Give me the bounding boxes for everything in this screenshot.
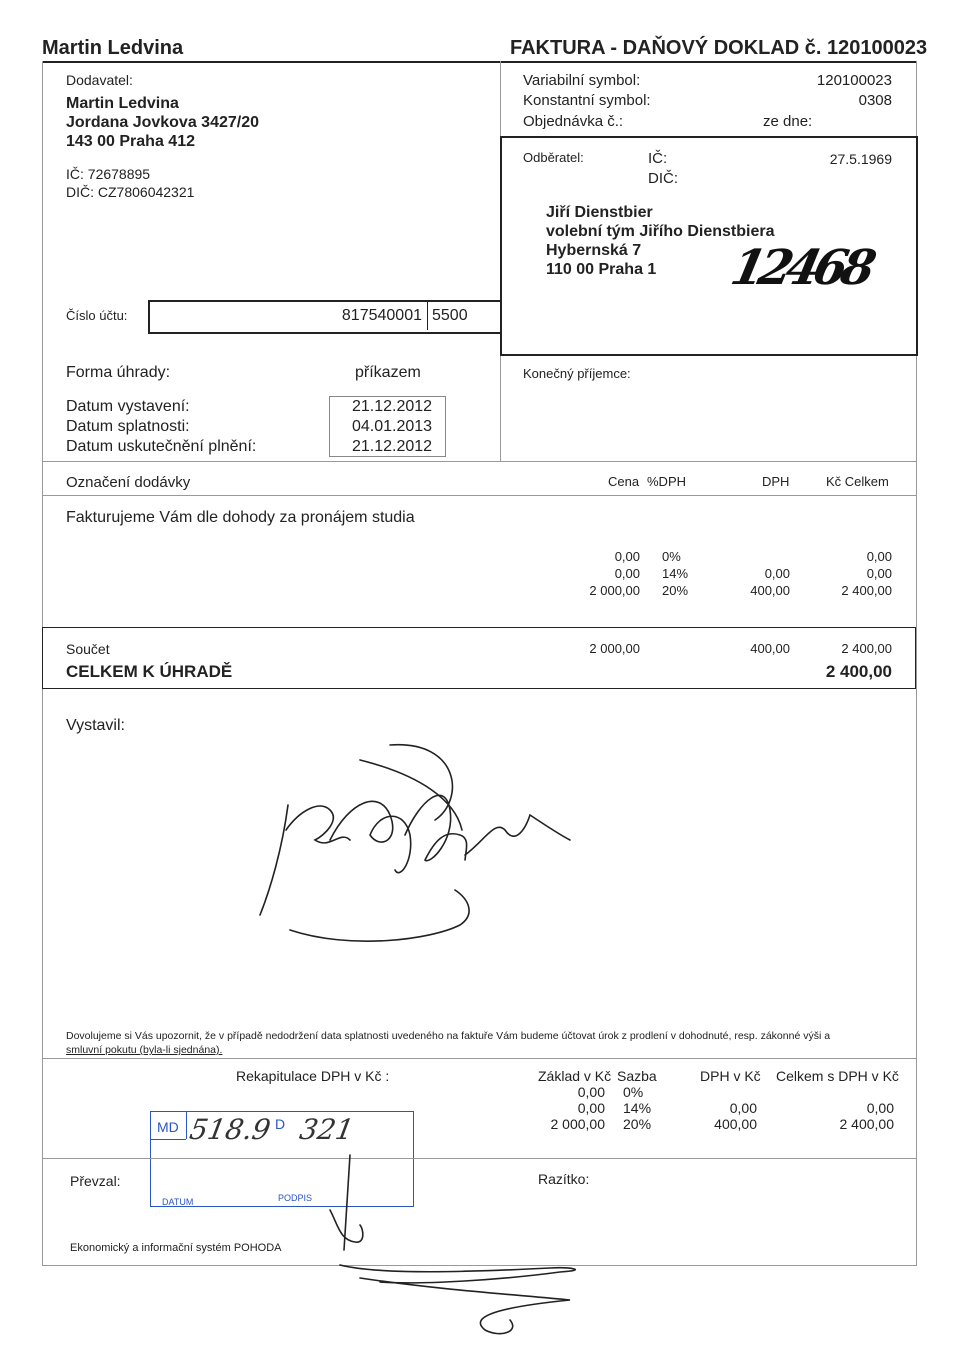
- header-rule: [42, 61, 916, 63]
- items-label: Označení dodávky: [66, 474, 191, 491]
- account-divider: [427, 302, 428, 330]
- account-number: 817540001: [341, 307, 422, 324]
- dates-rule: [42, 461, 916, 462]
- vat-row-rate: 14%: [662, 566, 689, 581]
- col-vat-header: DPH: [762, 474, 790, 489]
- payment-form-label: Forma úhrady:: [66, 364, 171, 381]
- recap-row-vat: 400,00: [714, 1116, 757, 1132]
- supplier-city: 143 00 Praha 412: [66, 133, 195, 150]
- variable-symbol-label: Variabilní symbol:: [523, 72, 641, 89]
- recap-row-vat: 0,00: [729, 1100, 757, 1116]
- customer-street: Hybernská 7: [546, 242, 642, 259]
- taxable-date-value: 21.12.2012: [352, 438, 433, 455]
- col-price-header: Cena: [608, 474, 640, 489]
- constant-symbol-value: 0308: [858, 92, 892, 109]
- stamp-md-value: 518.9: [187, 1113, 274, 1146]
- amount-due-value: 2 400,00: [825, 662, 892, 681]
- vat-row-total: 0,00: [866, 566, 892, 581]
- recap-row-rate: 20%: [623, 1116, 652, 1132]
- col-total-header: Kč Celkem: [826, 474, 889, 489]
- taxable-date-label: Datum uskutečnění plnění:: [66, 438, 257, 455]
- recap-total-header: Celkem s DPH v Kč: [776, 1068, 899, 1084]
- order-number-label: Objednávka č.:: [523, 113, 624, 130]
- recap-row-total: 2 400,00: [839, 1116, 894, 1132]
- handwritten-number: 12468: [726, 240, 875, 296]
- document-title: FAKTURA - DAŇOVÝ DOKLAD č. 120100023: [510, 37, 928, 59]
- notice-line2: smluvní pokutu (byla-li sjednána).: [66, 1044, 223, 1056]
- vat-row-base: 2 000,00: [589, 583, 640, 598]
- supplier-ic: IČ: 72678895: [66, 166, 151, 182]
- recap-row-base: 2 000,00: [550, 1116, 605, 1132]
- final-recipient-label: Konečný příjemce:: [523, 366, 631, 381]
- customer-ic-label: IČ:: [648, 150, 668, 167]
- recap-row-base: 0,00: [577, 1100, 605, 1116]
- customer-city: 110 00 Praha 1: [546, 261, 657, 278]
- recap-base-header: Základ v Kč: [538, 1068, 612, 1084]
- vat-row-base: 0,00: [614, 549, 640, 564]
- software-footer: Ekonomický a informační systém POHODA: [70, 1242, 282, 1254]
- vat-row-total: 2 400,00: [841, 583, 892, 598]
- vat-row-total: 0,00: [866, 549, 892, 564]
- recap-row-rate: 0%: [623, 1084, 644, 1100]
- sum-total: 2 400,00: [841, 641, 892, 656]
- stamp-date-label: DATUM: [162, 1197, 194, 1207]
- recap-row-rate: 14%: [623, 1100, 652, 1116]
- sum-vat: 400,00: [750, 641, 790, 656]
- due-date-value: 04.01.2013: [352, 418, 433, 435]
- recap-rate-header: Sazba: [617, 1068, 657, 1084]
- issue-date-value: 21.12.2012: [352, 398, 433, 415]
- supplier-heading: Martin Ledvina: [42, 37, 184, 59]
- stamp-d-label: D: [275, 1116, 286, 1132]
- vat-row-rate: 20%: [662, 583, 689, 598]
- recap-row-base: 0,00: [577, 1084, 605, 1100]
- supplier-dic: DIČ: CZ7806042321: [66, 184, 195, 200]
- notice-rule: [42, 1058, 916, 1059]
- amount-due-label: CELKEM K ÚHRADĚ: [66, 662, 233, 681]
- stamp-md-divider: [186, 1111, 187, 1139]
- recap-vat-header: DPH v Kč: [700, 1068, 761, 1084]
- signature: [230, 740, 600, 970]
- receiver-signature: [320, 1150, 640, 1340]
- col-vat-pct-header: %DPH: [647, 474, 687, 489]
- stamp-signature-label: PODPIS: [278, 1193, 313, 1203]
- payment-form-value: příkazem: [355, 364, 421, 381]
- sum-label: Součet: [66, 641, 110, 657]
- supplier-street: Jordana Jovkova 3427/20: [66, 114, 260, 131]
- item-description: Fakturujeme Vám dle dohody za pronájem studia: [66, 509, 415, 526]
- recap-label: Rekapitulace DPH v Kč :: [236, 1068, 390, 1084]
- stamp-d-value: 321: [297, 1113, 357, 1146]
- variable-symbol-value: 120100023: [816, 72, 892, 89]
- customer-name: Jiří Dienstbier: [546, 204, 653, 221]
- recap-row-total: 0,00: [866, 1100, 894, 1116]
- issue-date-label: Datum vystavení:: [66, 398, 190, 415]
- stamp-md-rule: [150, 1139, 186, 1140]
- vat-row-base: 0,00: [614, 566, 640, 581]
- due-date-label: Datum splatnosti:: [66, 418, 190, 435]
- customer-ic-value: 27.5.1969: [829, 151, 892, 167]
- stamp-md-label: MD: [157, 1119, 179, 1135]
- customer-label: Odběratel:: [523, 150, 584, 165]
- issued-by-label: Vystavil:: [66, 717, 125, 734]
- received-by-label: Převzal:: [70, 1173, 121, 1189]
- customer-line2: volební tým Jiřího Dienstbiera: [546, 223, 775, 240]
- vat-row-vat: 0,00: [764, 566, 790, 581]
- notice-line1: Dovolujeme si Vás upozornit, že v případě nedodržení data splatnosti uvedeného na faktuře Vám budeme účtovat úrok z prodlení v dohodnuté, resp. zákonné výši a: [66, 1030, 831, 1042]
- supplier-label: Dodavatel:: [66, 72, 133, 88]
- account-label: Číslo účtu:: [66, 308, 128, 323]
- vat-row-rate: 0%: [662, 549, 681, 564]
- order-date-label: ze dne:: [763, 113, 813, 130]
- vat-row-vat: 400,00: [750, 583, 790, 598]
- supplier-name: Martin Ledvina: [66, 95, 179, 112]
- customer-dic-label: DIČ:: [648, 170, 678, 187]
- constant-symbol-label: Konstantní symbol:: [523, 92, 651, 109]
- bank-code: 5500: [432, 307, 468, 324]
- stamp-field-label: Razítko:: [538, 1171, 590, 1187]
- items-header-rule: [42, 495, 916, 496]
- sum-base: 2 000,00: [589, 641, 640, 656]
